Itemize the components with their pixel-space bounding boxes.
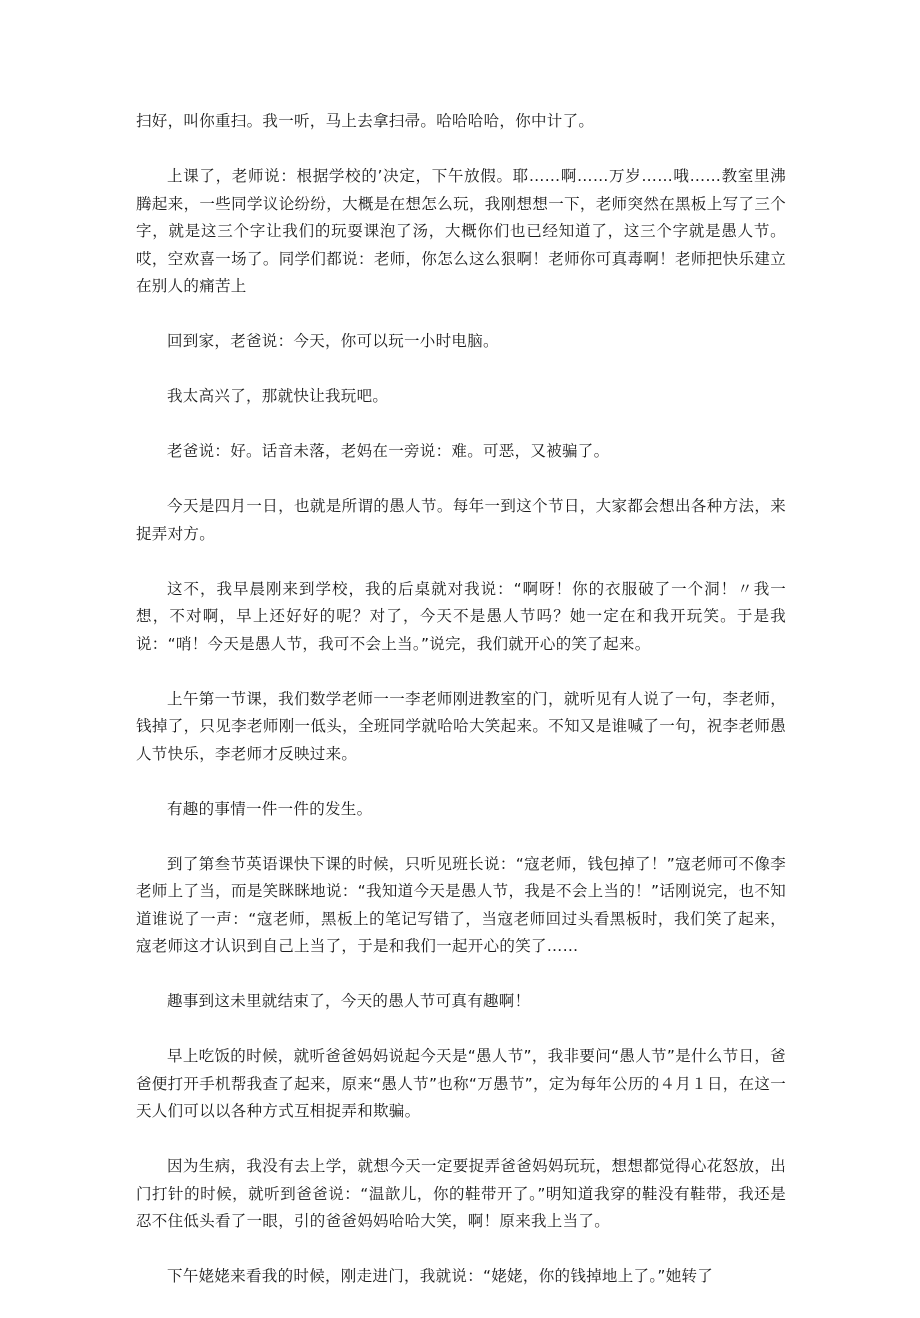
paragraph-1: 扫好，叫你重扫。我一听，马上去拿扫帚。哈哈哈哈，你中计了。 — [136, 112, 595, 130]
paragraph-6: 今天是四月一日，也就是所谓的愚人节。每年一到这个节日，大家都会想出各种方法，来捉弄对方。 — [136, 497, 786, 543]
paragraph-8: 上午第一节课，我们数学老师一一李老师刚进教室的门，就听见有人说了一句，李老师，钱掉了，只见李老师刚一低头，全班同学就哈哈大笑起来。不知又是谁喊了一句，祝李老师愚人节快乐，李老师才反映过来。 — [136, 689, 786, 763]
paragraph-5: 老爸说：好。话音未落，老妈在一旁说：难。可恶，又被骗了。 — [167, 442, 610, 460]
document-body — [136, 108, 786, 1318]
paragraph-12: 早上吃饭的时候，就听爸爸妈妈说起今天是“愚人节”，我非要问“愚人节”是什么节日，爸爸便打开手机帮我查了起来，原来“愚人节”也称“万愚节”，定为每年公历的４月１日，在这一天人们可以以各种方式互相捉弄和欺骗。 — [136, 1047, 786, 1120]
paragraph-7: 这不，我早晨刚来到学校，我的后桌就对我说：“啊呀！你的衣服破了一个洞！〃我一想，不对啊，早上还好好的呢？对了，今天不是愚人节吗？她一定在和我开玩笑。于是我说：“哨！今天是愚人节，我可不会上当。”说完，我们就开心的笑了起来。 — [136, 579, 786, 653]
paragraph-14: 下午姥姥来看我的时候，刚走进门，我就说：“姥姥，你的钱掉地上了。”她转了 — [167, 1267, 714, 1285]
paragraph-13: 因为生病，我没有去上学，就想今天一定要捉弄爸爸妈妈玩玩，想想都觉得心花怒放，出门打针的时候，就听到爸爸说：“温歆儿，你的鞋带开了。”明知道我穿的鞋没有鞋带，我还是忍不住低头看了一眼，引的爸爸妈妈哈哈大笑，啊！原来我上当了。 — [136, 1157, 786, 1230]
paragraph-11: 趣事到这未里就结束了，今天的愚人节可真有趣啊！ — [167, 992, 531, 1010]
paragraph-2: 上课了，老师说：根据学校的’决定，下午放假。耶……啊……万岁……哦……教室里沸腾起来，一些同学议论纷纷，大概是在想怎么玩，我刚想想一下，老师突然在黑板上写了三个字，就是这三个字让我们的玩耍课泡了汤，大概你们也已经知道了，这三个字就是愚人节。哎，空欢喜一场了。同学们都说：老师，你怎么这么狠啊！老师你可真毒啊！老师把快乐建立在别人的痛苦上 — [136, 167, 786, 295]
paragraph-3: 回到家，老爸说：今天，你可以玩一小时电脑。 — [167, 332, 499, 350]
paragraph-9: 有趣的事情一件一件的发生。 — [167, 799, 373, 818]
paragraph-4: 我太高兴了，那就快让我玩吧。 — [167, 387, 389, 405]
paragraph-10: 到了第叁节英语课快下课的时候，只听见班长说：“寇老师，钱包掉了！”寇老师可不像李老师上了当，而是笑眯眯地说：“我知道今天是愚人节，我是不会上当的！”话刚说完，也不知道谁说了一声：“寇老师，黑板上的笔记写错了，当寇老师回过头看黑板时，我们笑了起来，寇老师这才认识到自己上当了，于是和我们一起开心的笑了…… — [136, 854, 786, 955]
